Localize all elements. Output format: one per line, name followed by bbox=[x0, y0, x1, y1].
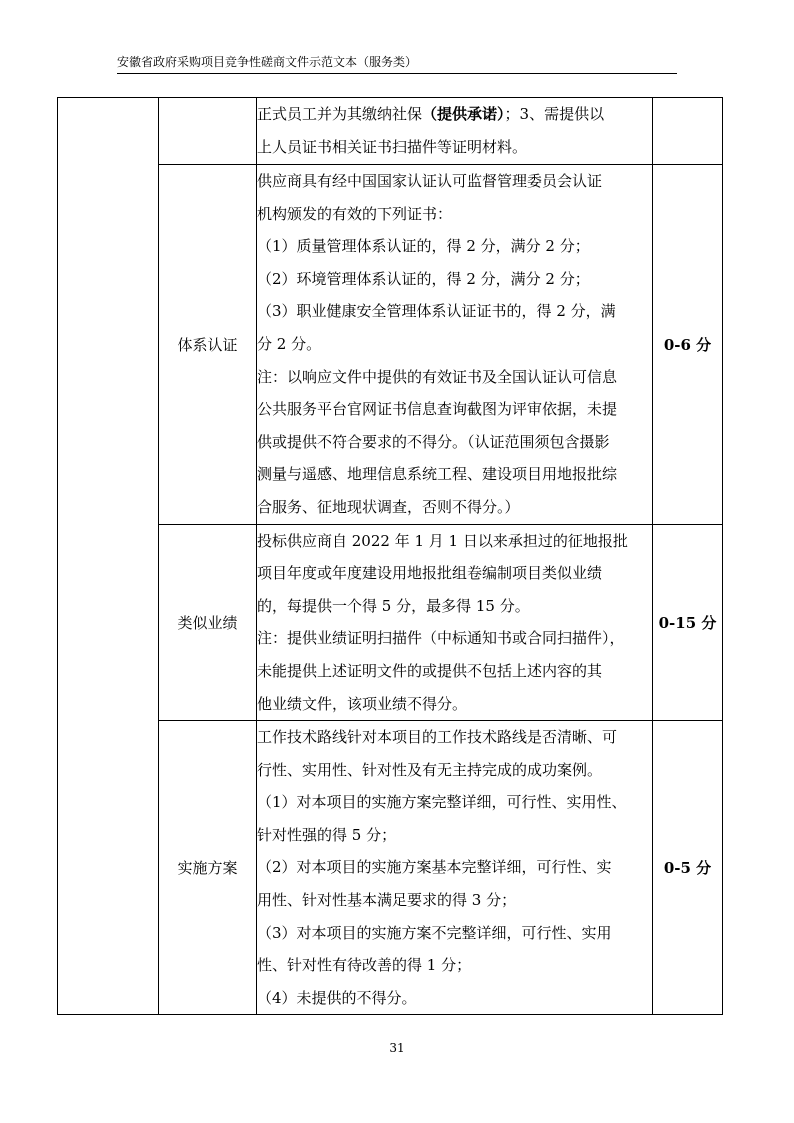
commitment-emphasis: （提供承诺） bbox=[422, 105, 505, 124]
description-line: 供应商具有经中国国家认证认可监督管理委员会认证 bbox=[257, 172, 603, 190]
criterion-description bbox=[257, 524, 653, 721]
score-range: 0-6 分 bbox=[653, 165, 723, 525]
description-line: 注：提供业绩证明扫描件（中标通知书或合同扫描件）， bbox=[257, 629, 625, 648]
criterion-description bbox=[257, 165, 653, 525]
header-rule bbox=[117, 73, 677, 74]
first-column-cell bbox=[58, 98, 159, 1015]
description-line: 他业绩文件，该项业绩不得分。 bbox=[257, 694, 468, 713]
description-line: 供或提供不符合要求的不得分。（认证范围须包含摄影 bbox=[257, 432, 610, 451]
description-line: 公共服务平台官网证书信息查询截图为评审依据，未提 bbox=[257, 400, 618, 419]
criterion-name: 体系认证 bbox=[159, 165, 257, 525]
description-line: 用性、针对性基本满足要求的得 3 分； bbox=[257, 891, 517, 910]
page-number: 31 bbox=[389, 1041, 405, 1055]
criterion-description bbox=[257, 721, 653, 1015]
document-header: 安徽省政府采购项目竞争性磋商文件示范文本（服务类） bbox=[117, 55, 418, 69]
description-line: 的，每提供一个得 5 分，最多得 15 分。 bbox=[257, 596, 530, 615]
description-line: 注：以响应文件中提供的有效证书及全国认证认可信息 bbox=[257, 367, 618, 386]
description-line: 性、针对性有待改善的得 1 分； bbox=[257, 956, 472, 975]
description-line: 机构颁发的有效的下列证书： bbox=[257, 204, 453, 223]
description-line: 行性、实用性、针对性及有无主持完成的成功案例。 bbox=[257, 760, 603, 779]
description-line: 上人员证书相关证书扫描件等证明材料。 bbox=[257, 138, 528, 156]
score-range: 0-15 分 bbox=[653, 524, 723, 721]
description-line: （3）对本项目的实施方案不完整详细，可行性、实用 bbox=[257, 923, 612, 942]
description-line: 正式员工并为其缴纳社保（提供承诺）；3、需提供以 bbox=[257, 105, 605, 124]
criterion-name: 类似业绩 bbox=[159, 524, 257, 721]
description-line: （1）质量管理体系认证的，得 2 分，满分 2 分； bbox=[257, 237, 590, 256]
score-range bbox=[653, 98, 723, 165]
criterion-name bbox=[159, 98, 257, 165]
description-line: 未能提供上述证明文件的或提供不包括上述内容的其 bbox=[257, 661, 603, 680]
description-line: （2）环境管理体系认证的，得 2 分，满分 2 分； bbox=[257, 269, 590, 288]
criterion-description bbox=[257, 98, 653, 165]
description-line: 分 2 分。 bbox=[257, 334, 322, 353]
score-range: 0-5 分 bbox=[653, 721, 723, 1015]
description-line: 合服务、征地现状调查，否则不得分。） bbox=[257, 497, 520, 516]
description-line: 针对性强的得 5 分； bbox=[257, 825, 397, 844]
description-line: 工作技术路线针对本项目的工作技术路线是否清晰、可 bbox=[257, 728, 618, 747]
description-line: 投标供应商自 2022 年 1 月 1 日以来承担过的征地报批 bbox=[257, 531, 628, 550]
description-line: （1）对本项目的实施方案完整详细，可行性、实用性、 bbox=[257, 793, 627, 812]
description-line: 测量与遥感、地理信息系统工程、建设项目用地报批综 bbox=[257, 465, 618, 484]
description-line: （3）职业健康安全管理体系认证证书的，得 2 分，满 bbox=[257, 302, 616, 321]
description-line: （4）未提供的不得分。 bbox=[257, 988, 417, 1007]
description-line: （2）对本项目的实施方案基本完整详细，可行性、实 bbox=[257, 858, 612, 877]
description-line: 项目年度或年度建设用地报批组卷编制项目类似业绩 bbox=[257, 564, 603, 583]
scoring-table bbox=[57, 97, 723, 1015]
table-row bbox=[58, 98, 723, 165]
criterion-name: 实施方案 bbox=[159, 721, 257, 1015]
